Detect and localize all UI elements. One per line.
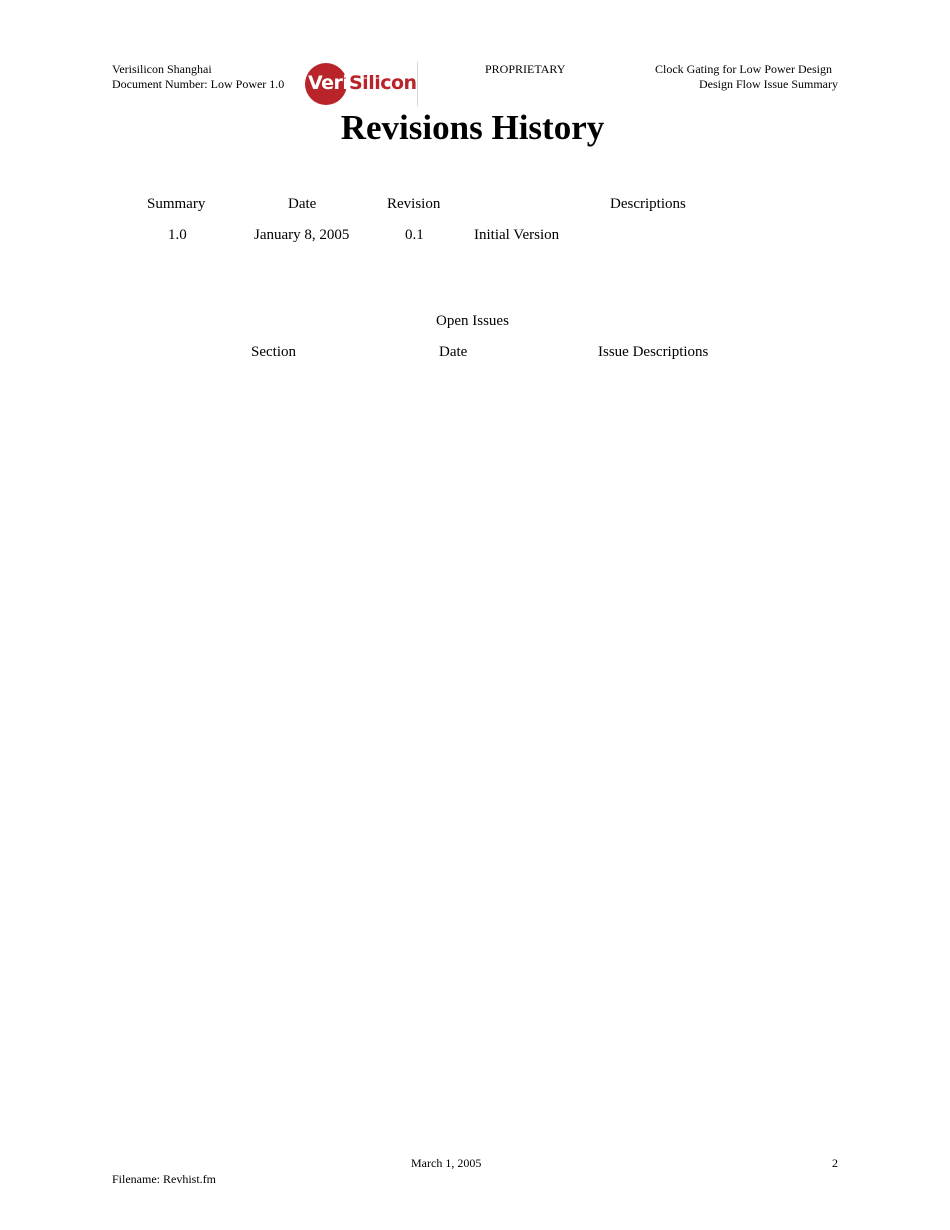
open-issues-header-descriptions: Issue Descriptions bbox=[598, 344, 709, 360]
page-title: Revisions History bbox=[340, 108, 605, 147]
open-issues-title: Open Issues bbox=[436, 313, 509, 329]
header-document-subtitle: Design Flow Issue Summary bbox=[699, 77, 838, 91]
revision-summary-cell: 1.0 bbox=[168, 227, 187, 243]
header-classification: PROPRIETARY bbox=[485, 62, 566, 76]
footer-date: March 1, 2005 bbox=[411, 1156, 482, 1170]
revision-number-cell: 0.1 bbox=[405, 227, 424, 243]
verisilicon-logo bbox=[304, 62, 420, 106]
revisions-header-descriptions: Descriptions bbox=[610, 196, 686, 212]
footer-filename: Filename: Revhist.fm bbox=[112, 1172, 216, 1186]
open-issues-header-section: Section bbox=[251, 344, 296, 360]
logo-edge bbox=[417, 62, 418, 106]
revisions-header-date: Date bbox=[288, 196, 317, 212]
header-document-number: Document Number: Low Power 1.0 bbox=[112, 77, 285, 91]
header-company: Verisilicon Shanghai bbox=[112, 62, 212, 76]
logo-text-veri: Veri bbox=[308, 72, 349, 94]
revisions-header-revision: Revision bbox=[387, 196, 441, 212]
revisions-header-summary: Summary bbox=[147, 196, 206, 212]
footer-page-number: 2 bbox=[832, 1156, 838, 1170]
header-document-title: Clock Gating for Low Power Design bbox=[655, 62, 832, 76]
open-issues-header-date: Date bbox=[439, 344, 468, 360]
revision-description-cell: Initial Version bbox=[474, 227, 560, 243]
logo-text-silicon: Silicon bbox=[349, 72, 417, 94]
revision-date-cell: January 8, 2005 bbox=[254, 227, 350, 243]
